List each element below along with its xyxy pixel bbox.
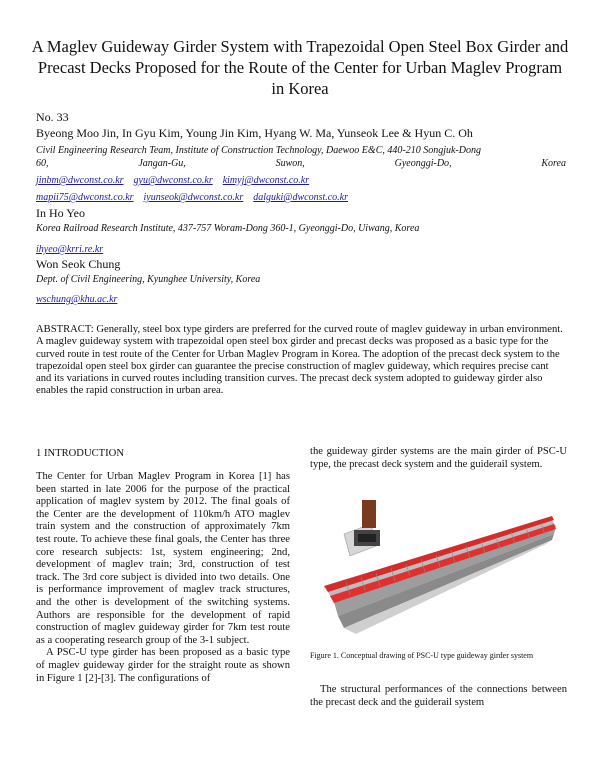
email-row-1 [36, 170, 315, 188]
left-column [36, 471, 290, 685]
connector-post [362, 500, 376, 528]
intro-paragraph-1: The Center for Urban Maglev Program in Korea [1] has been started in late 2006 for the purpose of the practical application of maglev system by 2012. The final goals of the Center are the development of 110km/h ATO maglev train system and the construction of approximately 7km test route. To achieve these final goals, the Center has three core research subjects: 1st, system engineering; 2nd, development of maglev train; 3rd, construction of test track. The 3rd core subject is divided into two details. One is performance improvement of maglev track structures, and the other is development of the switching systems. Authors are responsible for the development of rapid construction of maglev guideway girder for 7km test route as a cooperating research group of the 3-1 subject. [36, 471, 290, 646]
author-3-name: Won Seok Chung [36, 257, 121, 271]
connector-block-inner [358, 534, 376, 542]
email-link[interactable]: ihyeo@krri.re.kr [36, 244, 104, 255]
paper-title: A Maglev Guideway Girder System with Trapezoidal Open Steel Box Girder and Precast Decks Proposed for the Route of the Center for Urban Maglev Program in Korea [31, 37, 569, 98]
author-list: Byeong Moo Jin, In Gyu Kim, Young Jin Kim, Hyang W. Ma, Yunseok Lee & Hyun C. Oh [36, 126, 473, 140]
intro-paragraph-2: A PSC-U type girder has been proposed as a basic type of maglev guideway girder for the straight route as shown in Figure 1 [2]-[3]. The configurations of [36, 647, 290, 684]
right-paragraph-1: the guideway girder systems are the main girder of PSC-U type, the precast deck system and the guiderail system. [310, 446, 567, 470]
email-row-2 [36, 187, 354, 205]
email-link[interactable]: dalguki@dwconst.co.kr [253, 192, 349, 203]
right-paragraph-2: The structural performances of the connections between the precast deck and the guiderail system [310, 684, 567, 708]
email-link[interactable]: kimyj@dwconst.co.kr [222, 175, 310, 186]
email-link[interactable]: gyu@dwconst.co.kr [133, 175, 213, 186]
affil-part: Korea [541, 158, 566, 169]
affiliation-3: Dept. of Civil Engineering, Kyunghee University, Korea [36, 274, 261, 285]
affil-part: Jangan-Gu, [138, 158, 186, 169]
email-link[interactable]: jinbm@dwconst.co.kr [36, 175, 124, 186]
author-2-name: In Ho Yeo [36, 206, 86, 220]
affil-part: 60, [36, 158, 49, 169]
affiliation-1 [36, 144, 566, 170]
section-heading: 1 INTRODUCTION [36, 448, 124, 459]
affil-part: Suwon, [275, 158, 305, 169]
right-column-bottom [310, 684, 567, 709]
email-link[interactable]: wschung@khu.ac.kr [36, 294, 118, 305]
abstract: ABSTRACT: Generally, steel box type girders are preferred for the curved route of maglev guideway in urban environment. A maglev guideway system with trapezoidal open steel box girder and precast decks was proposed as a basic type for the curved route in test route of the Center for Urban Maglev Program in Korea. The adoption of the precast deck system to the trapezoidal open steel box girder can guarantee the precise construction of maglev guideway, which requires precise cant and its variations in curved routes including transition curves. The precast deck system adopted to guideway girder also enables the rapid construction in urban area. [36, 324, 563, 397]
paper-number: No. 33 [36, 110, 69, 124]
affiliation-1-line1: Civil Engineering Research Team, Institute of Construction Technology, Daewoo E&C, 440-210 Songjuk-Dong [36, 145, 481, 156]
email-link[interactable]: iyunseok@dwconst.co.kr [143, 192, 244, 203]
affiliation-1-line2 [36, 157, 566, 170]
right-column-top [310, 446, 567, 471]
affil-part: Gyeonggi-Do, [394, 158, 452, 169]
figure-caption: Figure 1. Conceptual drawing of PSC-U type guideway girder system [310, 651, 534, 660]
affiliation-2: Korea Railroad Research Institute, 437-757 Woram-Dong 360-1, Gyeonggi-Do, Uiwang, Korea [36, 223, 420, 234]
figure-1-girder-drawing [316, 494, 566, 644]
email-link[interactable]: mapii75@dwconst.co.kr [36, 192, 134, 203]
